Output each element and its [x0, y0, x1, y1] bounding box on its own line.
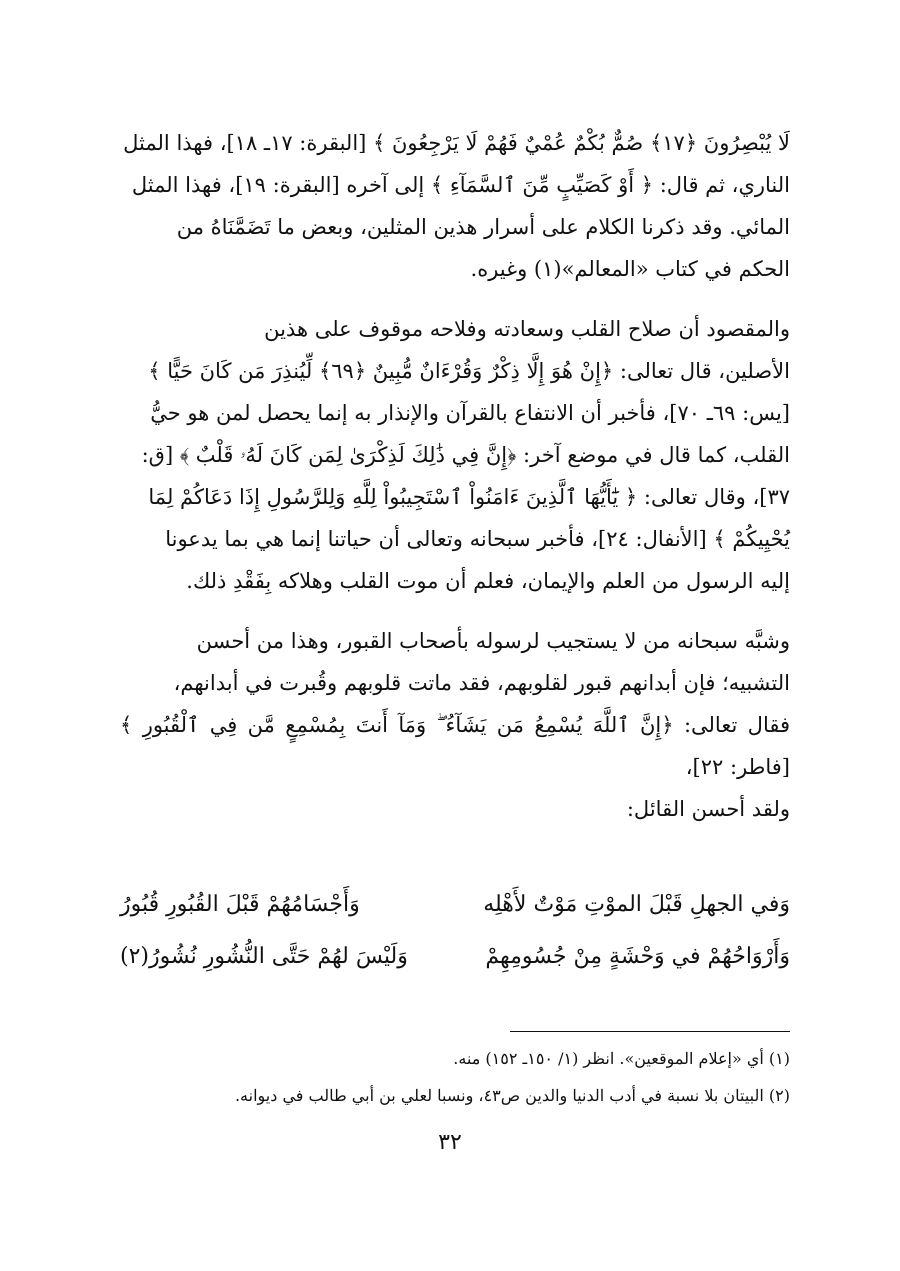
- verse-first-hemistich: وَأَرْوَاحُهُمْ في وَحْشَةٍ مِنْ جُسُومِهِمْ: [485, 944, 790, 969]
- poem-verse-2: [120, 944, 790, 988]
- text-line: الأصلين، قال تعالى: ﴿إِنْ هُوَ إِلَّا ذِكْرٌ وَقُرْءَانٌ مُّبِينٌ ﴿٦٩﴾ لِّيُنذِرَ مَن كَانَ حَيًّا ﴾: [148, 359, 790, 383]
- text-line: الحكم في كتاب «المعالم»(١) وغيره.: [470, 257, 790, 281]
- text-line: ولقد أحسن القائل:: [626, 797, 790, 821]
- footnote-separator: [510, 1031, 790, 1032]
- footnote-2: (٢) البيتان بلا نسبة في أدب الدنيا والدين ص٤٣، ونسبا لعلي بن أبي طالب في ديوانه.: [234, 1086, 790, 1105]
- verse-second-hemistich: وَلَيْسَ لهُمْ حَتَّى النُّشُورِ نُشُورُ(٢): [120, 944, 408, 969]
- text-line: [يس: ٦٩ـ ٧٠]، فأخبر أن الانتفاع بالقرآن والإنذار به إنما يحصل لمن هو حيُّ: [150, 401, 790, 425]
- verse-first-hemistich: وَفي الجهلِ قَبْلَ الموْتِ مَوْتٌ لأَهْلِه: [483, 892, 790, 917]
- page-number: ٣٢: [438, 1130, 462, 1155]
- verse-second-hemistich: وَأَجْسَامُهُمْ قَبْلَ القُبُورِ قُبُورُ: [120, 892, 360, 917]
- text-line: لَا يُبْصِرُونَ ﴿١٧﴾ صُمٌّ بُكْمٌ عُمْيٌ فَهُمْ لَا يَرْجِعُونَ ﴾ [البقرة: ١٧ـ ١٨]، فهذا المثل: [123, 131, 790, 155]
- text-line: إليه الرسول من العلم والإيمان، فعلم أن موت القلب وهلاكه بِفَقْدِ ذلك.: [186, 569, 790, 593]
- text-line: يُحْيِيكُمْ ﴾ [الأنفال: ٢٤]، فأخبر سبحانه وتعالى أن حياتنا إنما هي بما يدعونا: [165, 527, 790, 551]
- paragraph-3: [120, 620, 790, 830]
- text-line: وشبَّه سبحانه من لا يستجيب لرسوله بأصحاب القبور، وهذا من أحسن: [196, 629, 790, 653]
- paragraph-1: [120, 122, 790, 290]
- text-line: والمقصود أن صلاح القلب وسعادته وفلاحه موقوف على هذين: [264, 317, 790, 341]
- text-line: فقال تعالى: ﴿إِنَّ ٱللَّهَ يُسْمِعُ مَن يَشَآءُ ۖ وَمَآ أَنتَ بِمُسْمِعٍ مَّن فِي ٱلْقُبُورِ ﴾ [فاطر: ٢٢]،: [120, 713, 790, 779]
- text-line: ٣٧]، وقال تعالى: ﴿ يَٰٓأَيُّهَا ٱلَّذِينَ ءَامَنُواْ ٱسْتَجِيبُواْ لِلَّهِ وَلِلرَّسُولِ إِذَا دَعَاكُمْ لِمَا: [148, 485, 790, 509]
- text-line: الناري، ثم قال: ﴿ أَوْ كَصَيِّبٍ مِّنَ ٱلسَّمَآءِ ﴾ إلى آخره [البقرة: ١٩]، فهذا المثل: [131, 173, 790, 197]
- poem-verse-1: [120, 892, 790, 936]
- body-text: [120, 122, 790, 848]
- paragraph-2: [120, 308, 790, 602]
- text-line: القلب، كما قال في موضع آخر: ﴿إِنَّ فِي ذَٰلِكَ لَذِكْرَىٰ لِمَن كَانَ لَهُۥ قَلْبٌ ﴾ [ق:: [141, 443, 790, 467]
- text-line: التشبيه؛ فإن أبدانهم قبور لقلوبهم، فقد ماتت قلوبهم وقُبرت في أبدانهم،: [173, 671, 790, 695]
- text-line: المائي. وقد ذكرنا الكلام على أسرار هذين المثلين، وبعض ما تَضَمَّنَاهُ من: [176, 215, 790, 239]
- footnote-1: (١) أي «إعلام الموقعين». انظر (١/ ١٥٠ـ ١٥٢) منه.: [453, 1049, 790, 1068]
